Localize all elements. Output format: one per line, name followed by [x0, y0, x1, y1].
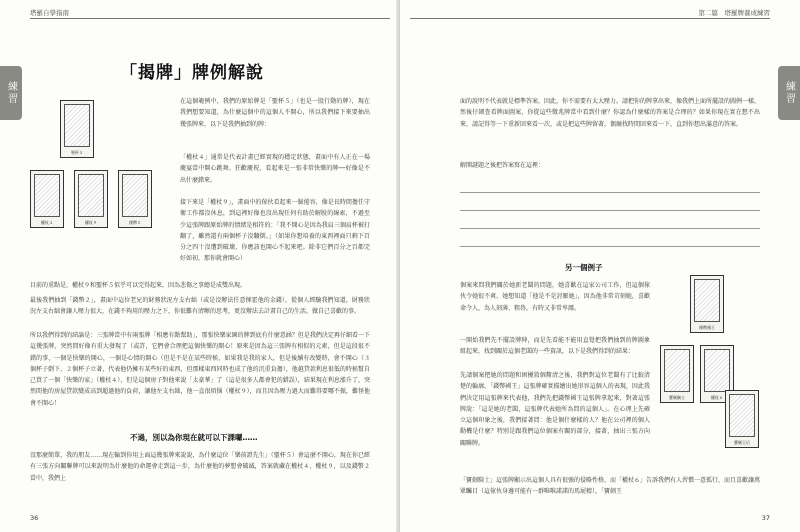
card-illustration — [64, 104, 90, 147]
answer-line — [460, 246, 760, 247]
tarot-card — [725, 390, 759, 448]
card-illustration — [729, 394, 755, 437]
section-heading: 不過，別以為你現在就可以下課囉…… — [130, 433, 258, 442]
card-label: 寶劍王后 — [734, 440, 750, 445]
paragraph: 「權杖４」通常是代表計畫已經實現的穩定狀態，畫面中有人正在一場慶宴當中開心跳舞、狂歡慶祝，看起來是一張非常快樂的牌──好像是不出什麼錯來。 — [180, 154, 370, 184]
answer-line — [460, 228, 760, 229]
card-illustration — [704, 349, 730, 392]
card-label: 權杖４ — [41, 220, 53, 225]
card-illustration — [78, 174, 104, 217]
tarot-card — [690, 275, 724, 333]
tarot-card — [60, 100, 94, 158]
card-spread-right — [510, 325, 760, 505]
card-illustration — [122, 174, 148, 217]
side-tab-left: 練習 — [0, 66, 22, 120]
paragraph: 面的說明不代表就是標準答案，因此，你不需要有太大壓力。請把你的牌拿出來，像我們上面所擺設的圖例一樣，然後仔細查看牌面圖案，你從這些徵兆牌當中看到什麼？你認為什麼樣的答案是合理的？如果你現在實在想不出來，請記得等一下重新回來看一次，或是把這些牌留著，偶爾找時間回來看一下，直到你想出滿意的答案。 — [460, 98, 761, 128]
answer-line — [460, 210, 760, 211]
paragraph: 所以我們得到的結論是：三張牌當中有兩張牌「相應有點幫助」，那張快樂家園的牌到底有什麼意涵？但是我們決定再仔細看一下這幾張牌，突然間好像有重大發現了（或許，它們會合理把這個快樂的開心！原來是因為這三張牌有相似的元素，但是這段很不錯的事，一個是快樂的開心，一個是心情的開心（但是不是在某些時候，如果我是我的家人，但是後續有改變時，會不開心（３個杯子倒下，２個杯子立著，代表他仍擁有某些好的東西，但那樣東西同時也成了他的沉重負擔），他越貸款利息很低的時候幫自己買了一個「快樂的家」（權杖４），但是這個房子對他來說「太豪華」了（這是很多人都會犯的錯誤），結果現在利息漲升了，突然間他的房屋貸款變成高到超過他的負荷，讓他左支右絀，他一直很煩惱（權杖９），而且因為壓力過大而難得要哪不振，難怪他會不開心！ — [30, 332, 370, 407]
card-illustration — [664, 349, 690, 392]
page-number-right: 37 — [761, 514, 770, 522]
paragraph: 最後我們抽到「錢幣２」，畫面中這位老兄的財務狀況左支右絀（或是沒辦法任意揮霍他的金錢），從個人經驗我們知道，財務狀況左支右絀會讓人壓力很大，在錢不夠用的壓力之下，你很難有清晰的思考，更沒辦法去計畫自己的生活，做自己喜歡的事。 — [30, 297, 370, 316]
section-heading: 另一個例子 — [565, 263, 603, 272]
running-head-right: 第二篇 塔羅牌養成練習 — [698, 9, 770, 17]
header-rule — [30, 18, 390, 19]
page-number-left: 36 — [30, 514, 39, 522]
paragraph: 在這個範例中，我們的原始牌是「聖杯５」（也是一股行動的牌），現在我們想要知道，為什麼這個中的這個人不開心，所以我們接下來要抽出幾張牌來，以下是我們抽到的牌： — [180, 98, 370, 128]
tarot-card — [660, 345, 694, 403]
card-label: 權杖６ — [711, 395, 723, 400]
paragraph: 目前的重點是，權杖９和聖杯５似乎可以完得起來，因為悲傷之事總是成雙出現。 — [30, 282, 247, 289]
tarot-card — [118, 170, 152, 228]
paragraph: 接下來是「權杖９」，畫面中的傢伙看起來一臉倦容，像是長時間擔任守衛工作都沒休息，到這裡好像也沒出現任何有助於解脫的線索，不過至少這張牌跟原始牌的情緒是相符的：「我不開心是因為我肩三個肩杯被打翻了，雖然還有兩個杯子沒翻倒。」（如果你想培養的東西裡面只剩下百分之四十沒遭到破壞，你應該也開心不起來吧。除非它們百分之百都完好如初，那你就會開心） — [180, 199, 370, 263]
card-label: 寶劍騎士 — [669, 395, 685, 400]
side-tab-right: 練習 — [778, 66, 800, 120]
tarot-card — [30, 170, 64, 228]
card-illustration — [34, 174, 60, 217]
answer-line — [460, 192, 760, 193]
paragraph: 先請個案把她的問題和困擾敘個釐清之後，我們對這位老闆有了比較清楚的輪廓，「錢幣國王」這張牌確實描繪出她形容這個人的表現，因此我們決定用這張牌來代表他，我們先把錢幣國王這張牌拿起來，對著這張牌說：「這是她的老闆，這張牌代表她所為問的這個人」。在心理上先確立這個印象之後，我們接著問：他是個什麼樣的人？他在公司裡的個人動機是什麼？特別是跟我們這位個案有關的部分，接著，抽出三張方向關聯牌。 — [460, 372, 650, 447]
paragraph: 「寶劍騎士」這張牌顯示出這個人具有很強的侵略性格，而「權杖６」告訴我們有人習慣一意孤行，而且喜歡讓萬眾矚目（這傢伙身邊可能有一群唯唯諾諾的馬屁精），「寶劍王 — [460, 477, 760, 496]
card-label: 錢幣２ — [129, 220, 141, 225]
paragraph: 沒那麼簡單，我的朋友……現在輪到你用上面這幾張牌來說說，為什麼這位「樂前證先生」（聖杯５）會這麼不開心，現在你已經有三張方向關聯牌可以來說明為什麼他的命運會走到這一步，為什麼他的夢想會破滅，答案就藏在權杖４、權杖９，以及錢幣２當中，我們上 — [30, 452, 370, 482]
card-label: 權杖９ — [85, 220, 97, 225]
card-spread-left — [30, 100, 180, 270]
page-title: 「揭牌」牌例解說 — [120, 63, 264, 83]
paragraph: 解開謎題之後把答案寫在這裡： — [460, 162, 545, 169]
paragraph: 個案來問我們關於她新老闆的問題，她喜歡在這家公司工作，但這個傢伙令她很不爽。她想知道「他是不是討厭她」，因為他非常苛刻她，喜歡命令人，為人刻薄、粗魯，有時又非常卑鄙。 — [460, 282, 650, 312]
card-illustration — [694, 279, 720, 322]
running-head-left: 塔羅自學指南 — [30, 9, 69, 17]
tarot-card — [74, 170, 108, 228]
card-label: 錢幣國王 — [699, 325, 715, 330]
card-label: 聖杯５ — [71, 150, 83, 155]
paragraph: 一開始我們先不擺設牌陣，而是先看能不能用直覺把我們抽到的牌圖象組起來，找到關於這個老闆的一些資訊，以下是我們得到的結果： — [460, 337, 650, 356]
header-rule — [410, 18, 770, 19]
